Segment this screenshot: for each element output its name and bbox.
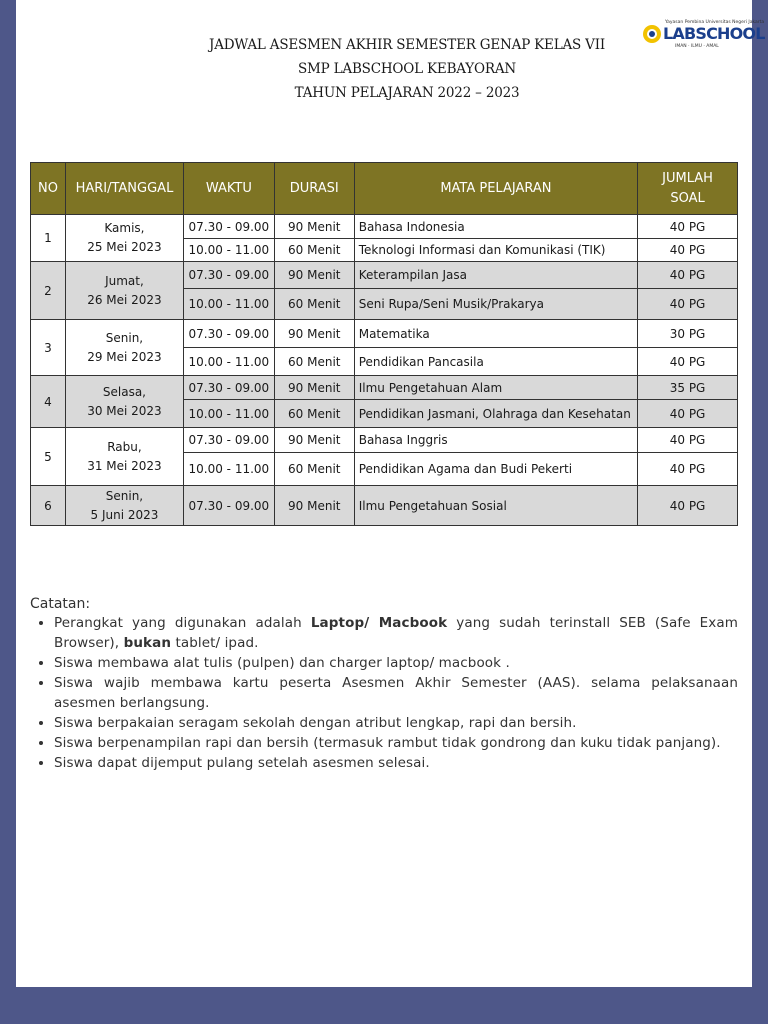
cell-count: 30 PG (638, 320, 738, 348)
cell-no: 6 (31, 486, 66, 526)
table-header-row (31, 163, 738, 215)
table-row (31, 320, 738, 348)
schedule-table (30, 162, 738, 526)
note-item: • Siswa membawa alat tulis (pulpen) dan charger laptop/ macbook . (54, 653, 738, 673)
note-emphasis: Laptop/ Macbook (310, 615, 448, 631)
cell-no: 3 (31, 320, 66, 376)
table-row (31, 486, 738, 526)
day-date: 29 Mei 2023 (87, 349, 162, 364)
cell-day (65, 376, 183, 428)
cell-no: 4 (31, 376, 66, 428)
document-page (16, 0, 765, 987)
cell-subject: Pendidikan Pancasila (354, 348, 637, 376)
logo-subtitle: Yayasan Pembina Universitas Negeri Jakarta (665, 20, 765, 25)
cell-time: 10.00 - 11.00 (183, 453, 274, 486)
table-row (31, 428, 738, 453)
note-item (54, 613, 738, 653)
logo-name: LABSCHOOL (663, 24, 765, 43)
cell-day (65, 486, 183, 526)
cell-duration: 90 Menit (274, 262, 354, 289)
cell-day (65, 320, 183, 376)
table-row (31, 376, 738, 400)
table-row (31, 262, 738, 289)
header-duration: DURASI (274, 163, 354, 215)
cell-count: 40 PG (638, 453, 738, 486)
header-no: NO (31, 163, 66, 215)
cell-count: 40 PG (638, 486, 738, 526)
cell-time: 10.00 - 11.00 (183, 348, 274, 376)
cell-time: 10.00 - 11.00 (183, 400, 274, 428)
note-text: Perangkat yang digunakan adalah (54, 615, 311, 631)
cell-no: 1 (31, 215, 66, 262)
cell-no: 2 (31, 262, 66, 320)
header-time: WAKTU (183, 163, 274, 215)
day-name: Senin, (105, 330, 144, 345)
day-date: 31 Mei 2023 (87, 458, 162, 473)
day-name: Senin, (105, 488, 144, 503)
labschool-logo (642, 20, 765, 58)
cell-duration: 60 Menit (274, 239, 354, 262)
logo-tagline: IMAN · ILMU · AMAL (675, 44, 719, 49)
table-row (31, 215, 738, 239)
notes-title: Catatan: (30, 596, 91, 612)
cell-time: 10.00 - 11.00 (183, 289, 274, 320)
cell-count: 40 PG (638, 215, 738, 239)
cell-count: 40 PG (638, 348, 738, 376)
notes-list (30, 613, 738, 773)
day-name: Selasa, (102, 384, 146, 399)
cell-subject: Ilmu Pengetahuan Alam (354, 376, 637, 400)
cell-time: 10.00 - 11.00 (183, 239, 274, 262)
day-date: 5 Juni 2023 (90, 507, 159, 522)
cell-subject: Pendidikan Agama dan Budi Pekerti (354, 453, 637, 486)
header-subject: MATA PELAJARAN (354, 163, 637, 215)
note-text: tablet/ ipad. (171, 635, 259, 651)
cell-duration: 90 Menit (274, 320, 354, 348)
cell-count: 40 PG (638, 289, 738, 320)
cell-day (65, 215, 183, 262)
header-day: HARI/TANGGAL (65, 163, 183, 215)
day-name: Jumat, (105, 273, 144, 288)
cell-subject: Seni Rupa/Seni Musik/Prakarya (354, 289, 637, 320)
cell-duration: 90 Menit (274, 428, 354, 453)
title-line-3: TAHUN PELAJARAN 2022 – 2023 (294, 85, 520, 101)
cell-subject: Matematika (354, 320, 637, 348)
note-item: • Siswa berpakaian seragam sekolah dengan atribut lengkap, rapi dan bersih. (54, 713, 738, 733)
header-count-line1: JUMLAH (662, 170, 713, 186)
cell-subject: Keterampilan Jasa (354, 262, 637, 289)
day-date: 26 Mei 2023 (87, 292, 162, 307)
cell-duration: 90 Menit (274, 376, 354, 400)
cell-count: 40 PG (638, 400, 738, 428)
cell-subject: Bahasa Indonesia (354, 215, 637, 239)
note-emphasis: bukan (123, 635, 172, 651)
title-line-2: SMP LABSCHOOL KEBAYORAN (298, 61, 516, 77)
cell-count: 40 PG (638, 239, 738, 262)
cell-time: 07.30 - 09.00 (183, 262, 274, 289)
day-name: Rabu, (107, 439, 142, 454)
cell-no: 5 (31, 428, 66, 486)
note-item: • Siswa berpenampilan rapi dan bersih (termasuk rambut tidak gondrong dan kuku tidak panjang). (54, 733, 738, 753)
labschool-emblem-icon (642, 24, 662, 44)
cell-duration: 90 Menit (274, 486, 354, 526)
cell-subject: Ilmu Pengetahuan Sosial (354, 486, 637, 526)
cell-duration: 60 Menit (274, 348, 354, 376)
cell-duration: 60 Menit (274, 453, 354, 486)
day-date: 25 Mei 2023 (87, 240, 162, 254)
cell-count: 40 PG (638, 428, 738, 453)
header-count (638, 163, 738, 215)
cell-count: 35 PG (638, 376, 738, 400)
cell-time: 07.30 - 09.00 (183, 215, 274, 239)
cell-subject: Bahasa Inggris (354, 428, 637, 453)
cell-time: 07.30 - 09.00 (183, 428, 274, 453)
day-date: 30 Mei 2023 (87, 403, 162, 418)
day-name: Kamis, (104, 221, 145, 235)
note-text: yang sudah terinstall SEB (Safe Exam Browser), (54, 615, 739, 651)
note-item: • Siswa dapat dijemput pulang setelah asesmen selesai. (54, 753, 738, 773)
note-item: • Siswa wajib membawa kartu peserta Asesmen Akhir Semester (AAS). selama pelaksanaan asesmen berlangsung. (54, 673, 738, 713)
notes-section (30, 596, 738, 773)
cell-time: 07.30 - 09.00 (183, 376, 274, 400)
cell-count: 40 PG (638, 262, 738, 289)
cell-subject: Pendidikan Jasmani, Olahraga dan Kesehatan (354, 400, 637, 428)
header-count-line2: SOAL (670, 190, 705, 206)
cell-duration: 90 Menit (274, 215, 354, 239)
cell-subject: Teknologi Informasi dan Komunikasi (TIK) (354, 239, 637, 262)
cell-duration: 60 Menit (274, 400, 354, 428)
title-line-1: JADWAL ASESMEN AKHIR SEMESTER GENAP KELAS VII (208, 37, 605, 53)
cell-time: 07.30 - 09.00 (183, 320, 274, 348)
cell-time: 07.30 - 09.00 (183, 486, 274, 526)
cell-day (65, 428, 183, 486)
cell-day (65, 262, 183, 320)
cell-duration: 60 Menit (274, 289, 354, 320)
